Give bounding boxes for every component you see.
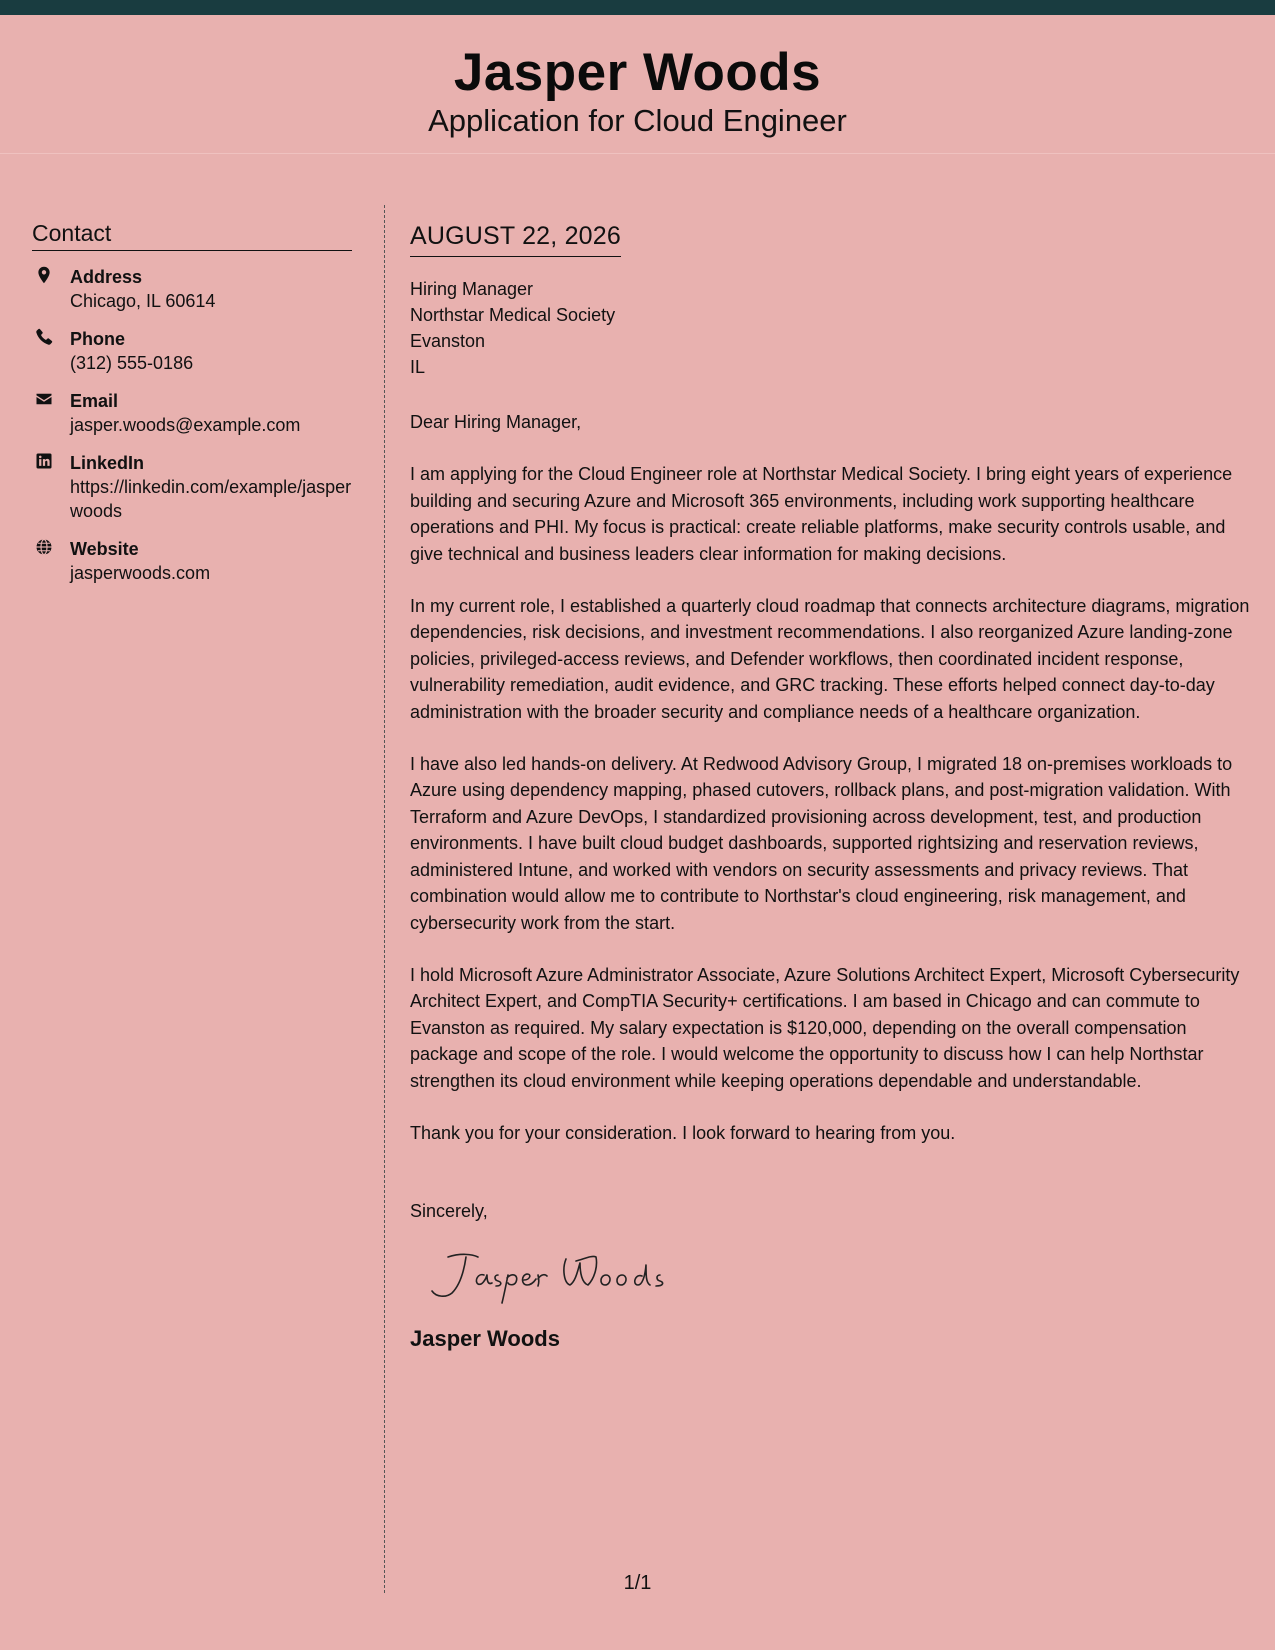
recipient-block [410,276,1250,380]
contact-item-linkedin [32,451,352,523]
contact-value: Chicago, IL 60614 [70,291,216,311]
contact-item-phone [32,327,352,375]
body-paragraph: I hold Microsoft Azure Administrator Associate, Azure Solutions Architect Expert, Microsoft Cybersecurity Architect Expert, and CompTIA Security+ certifications. I am based in Chicago and can commute to Evanston as required. My salary expectation is $120,000, depending on the overall compensation package and scope of the role. I would welcome the opportunity to discuss how I can help Northstar strengthen its cloud environment while keeping operations dependable and understandable. [410,964,1240,1091]
contact-item-email [32,389,352,437]
body-paragraph: I have also led hands-on delivery. At Redwood Advisory Group, I migrated 18 on-premises workloads to Azure using dependency mapping, phased cutovers, rollback plans, and post-migration validation. With Terraform and Azure DevOps, I standardized provisioning across development, test, and production environments. I have built cloud budget dashboards, supported rightsizing and reservation reviews, administered Intune, and worked with vendors on security assessments and privacy reviews. That combination would allow me to contribute to Northstar's cloud engineering, risk management, and cybersecurity work from the start. [410,754,1233,933]
contact-sidebar [32,218,352,585]
signature-image [426,1245,666,1305]
signed-name: Jasper Woods [410,1325,560,1351]
contact-label: Email [70,391,119,411]
linkedin-icon [35,452,53,470]
body-paragraph: In my current role, I established a quarterly cloud roadmap that connects architecture diagrams, migration dependencies, risk decisions, and investment recommendations. I also reorganized Azure landing-zone policies, privileged-access reviews, and Defender workflows, then coordinated incident response, vulnerability remediation, audit evidence, and GRC tracking. These efforts helped connect day-to-day administration with the broader security and compliance needs of a healthcare organization. [410,596,1250,722]
letter-body [410,220,1250,1353]
body-paragraph: I am applying for the Cloud Engineer role at Northstar Medical Society. I bring eight years of experience building and securing Azure and Microsoft 365 environments, including work supporting healthcare operations and PHI. My focus is practical: create reliable platforms, make security controls usable, and give technical and business leaders clear information for making decisions. [410,464,1233,564]
contact-value: (312) 555-0186 [70,353,194,373]
contact-heading: Contact [32,218,352,251]
recipient-line: Evanston [410,331,486,351]
recipient-line: Hiring Manager [410,279,534,299]
handwritten-signature [426,1245,1250,1305]
contact-value[interactable]: jasperwoods.com [70,563,211,583]
contact-value: jasper.woods@example.com [70,415,301,435]
salutation: Dear Hiring Manager, [410,412,582,432]
contact-label: Address [70,267,143,287]
contact-item-website [32,537,352,585]
phone-icon [35,328,53,346]
globe-icon [35,538,53,556]
contact-label: Website [70,539,139,559]
column-divider [384,205,385,1593]
map-pin-icon [35,266,53,284]
recipient-line: IL [410,357,426,377]
page-number: 1/1 [623,1572,652,1594]
body-paragraph: Thank you for your consideration. I look forward to hearing from you. [410,1122,956,1143]
envelope-icon [35,390,53,408]
contact-item-address [32,265,352,313]
letter-header [0,15,1275,154]
recipient-line: Northstar Medical Society [410,305,616,325]
applicant-name: Jasper Woods [453,43,822,102]
contact-value[interactable]: https://linkedin.com/example/jasperwoods [70,477,352,521]
contact-label: Phone [70,329,126,349]
contact-label: LinkedIn [70,453,145,473]
closing: Sincerely, [410,1201,488,1222]
letter-date: AUGUST 22, 2026 [410,220,621,257]
top-accent-bar [0,0,1275,15]
application-subtitle: Application for Cloud Engineer [428,103,847,138]
